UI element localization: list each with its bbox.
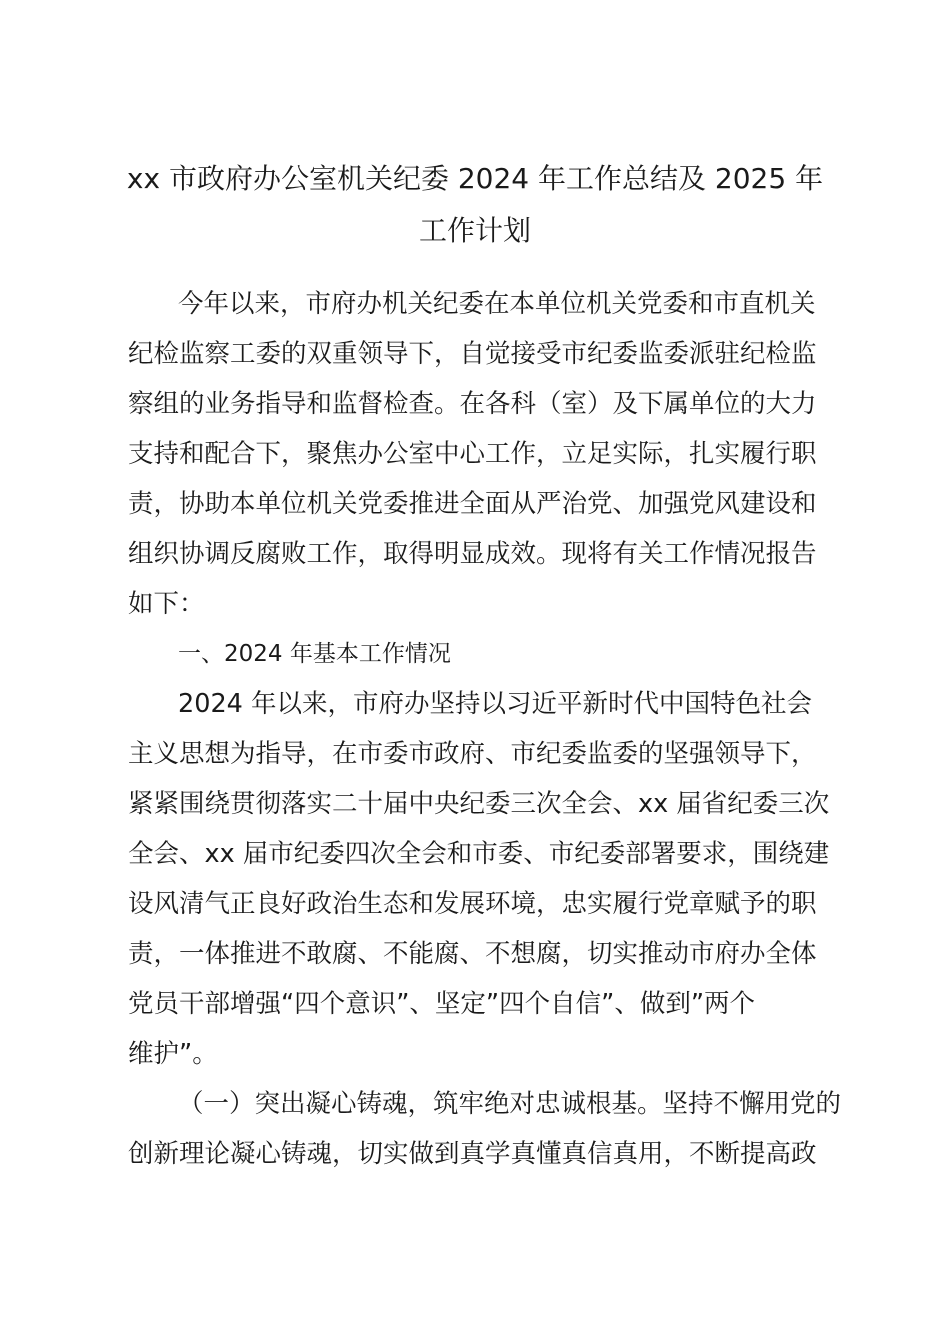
paragraph-line: 2024 年以来，市府办坚持以习近平新时代中国特色社会 xyxy=(178,689,813,719)
document-title-line-2: 工作计划 xyxy=(418,214,531,247)
document-title-line-1: xx 市政府办公室机关纪委 2024 年工作总结及 2025 年 xyxy=(126,162,824,195)
paragraph-line: 维护”。 xyxy=(128,1039,218,1069)
paragraph-line: 组织协调反腐败工作，取得明显成效。现将有关工作情况报告 xyxy=(128,539,817,569)
paragraph-line: 责，协助本单位机关党委推进全面从严治党、加强党风建设和 xyxy=(128,489,817,519)
paragraph-line: 察组的业务指导和监督检查。在各科（室）及下属单位的大力 xyxy=(128,389,817,419)
paragraph-line: 如下： xyxy=(128,589,205,619)
paragraph-line: 支持和配合下，聚焦办公室中心工作，立足实际，扎实履行职 xyxy=(128,439,817,469)
paragraph-line: 党员干部增强“四个意识”、坚定”四个自信”、做到”两个 xyxy=(128,989,756,1019)
paragraph-line: 责，一体推进不敢腐、不能腐、不想腐，切实推动市府办全体 xyxy=(128,939,817,969)
paragraph-line: 设风清气正良好政治生态和发展环境，忠实履行党章赋予的职 xyxy=(128,889,817,919)
paragraph-line: 今年以来，市府办机关纪委在本单位机关党委和市直机关 xyxy=(178,289,816,319)
paragraph-line: 紧紧围绕贯彻落实二十届中央纪委三次全会、xx 届省纪委三次 xyxy=(128,789,830,819)
section-heading: 一、2024 年基本工作情况 xyxy=(178,641,451,667)
paragraph-line: 纪检监察工委的双重领导下，自觉接受市纪委监委派驻纪检监 xyxy=(128,339,817,369)
paragraph-line: 主义思想为指导，在市委市政府、市纪委监委的坚强领导下， xyxy=(128,739,817,769)
paragraph-line: （一）突出凝心铸魂，筑牢绝对忠诚根基。坚持不懈用党的 xyxy=(178,1089,842,1119)
paragraph-line: 创新理论凝心铸魂，切实做到真学真懂真信真用，不断提高政 xyxy=(128,1139,817,1169)
paragraph-line: 全会、xx 届市纪委四次全会和市委、市纪委部署要求，围绕建 xyxy=(128,839,830,869)
